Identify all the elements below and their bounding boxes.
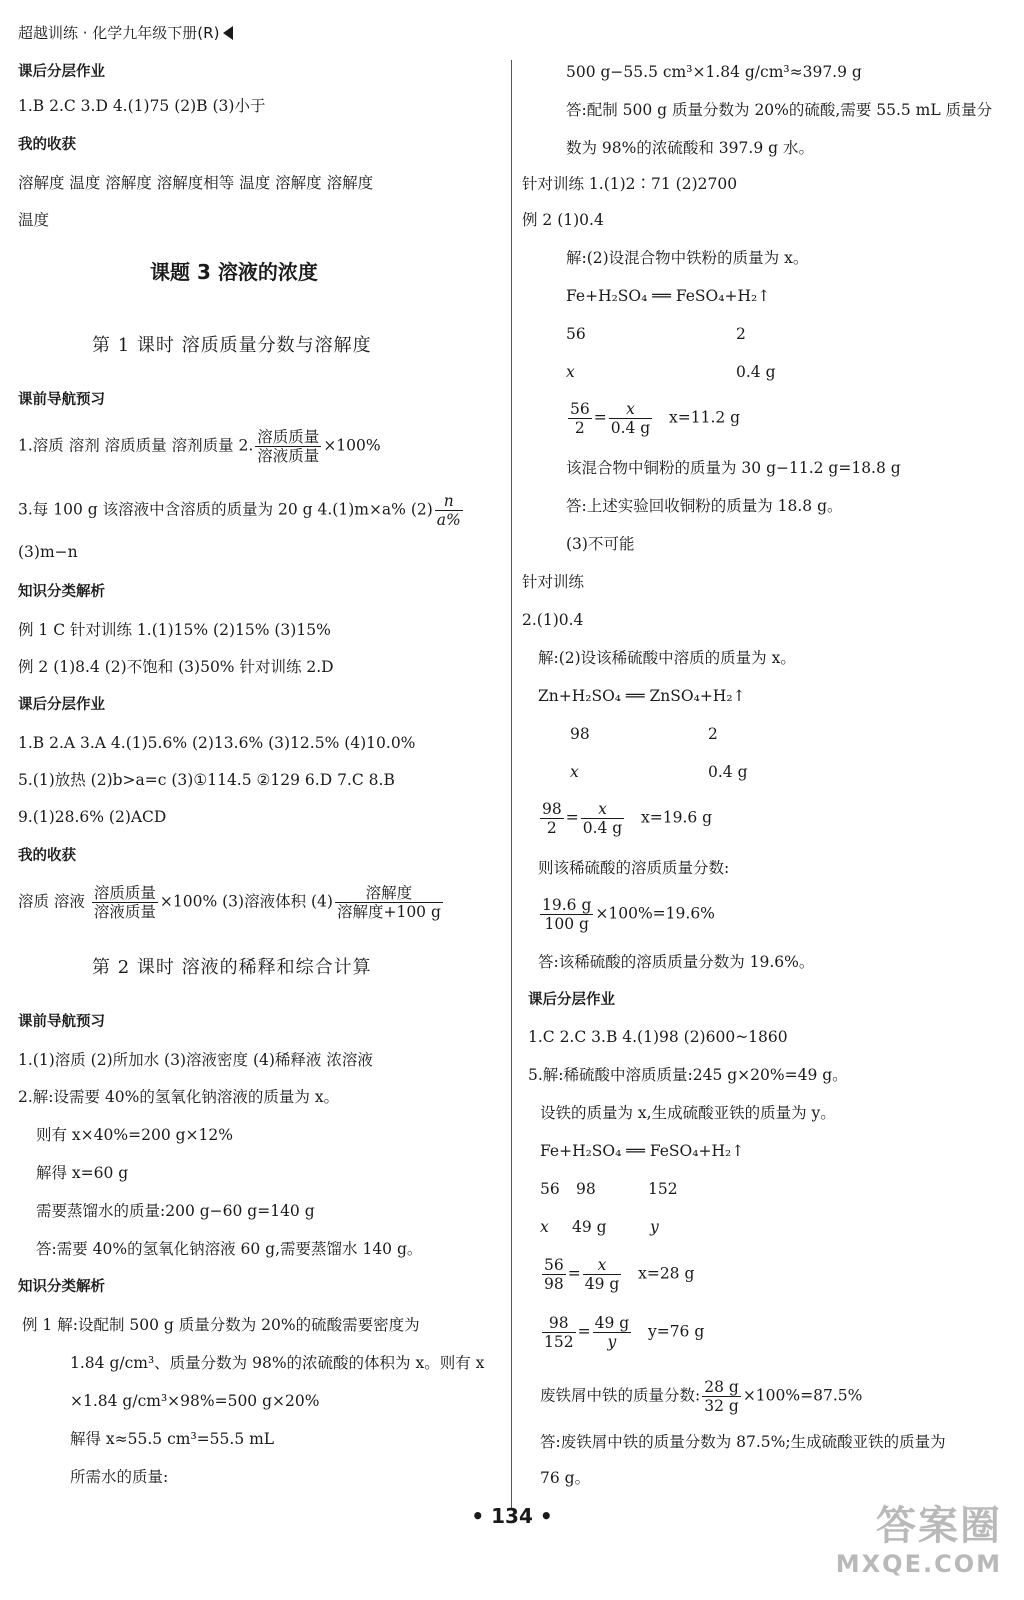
answer-line: 1.B 2.C 3.D 4.(1)75 (2)B (3)小于 <box>18 97 266 115</box>
section-heading: 课前导航预习 <box>18 1014 105 1030</box>
running-header: 超越训练 · 化学九年级下册(R) <box>18 22 233 43</box>
lesson-title: 第 1 课时 溶质质量分数与溶解度 <box>92 335 372 356</box>
proportion-line: $\frac{56}{98}$ = $\frac{x}{49 g}$ x=28 g <box>544 1256 695 1293</box>
proportion-line: $\frac{56}{2}$ = $\frac{x}{0.4 g}$ x=11.2 g <box>570 400 741 437</box>
chemical-equation: Fe+H₂SO₄ ══ FeSO₄+H₂↑ <box>566 287 771 305</box>
variable: y <box>650 1218 659 1236</box>
answer-line: 1.B 2.A 3.A 4.(1)5.6% (2)13.6% (3)12.5% (4)10.0% <box>18 734 416 752</box>
answer-line: 则有 x×40%=200 g×12% <box>36 1126 233 1144</box>
fraction: $\frac{x}{0.4 g}$ <box>582 800 623 837</box>
answer-line: 3.每 100 g 该溶液中含溶质的质量为 20 g 4.(1)m×a% (2) $\frac{n}{a\%}$ <box>18 492 461 529</box>
proportion-line: $\frac{98}{2}$ = $\frac{x}{0.4 g}$ x=19.6 g <box>542 800 713 837</box>
coefficient: 98 <box>570 725 590 743</box>
answer-line: 溶质 溶液 $\frac{\text{溶质质量}}{\text{溶液质量}}$ ×100% (3)溶液体积 (4) $\frac{\text{溶解度}}{\text{溶解度+100 g}}$ <box>18 884 441 921</box>
section-heading: 知识分类解析 <box>18 584 105 600</box>
section-heading: 我的收获 <box>18 848 76 864</box>
fraction: $\frac{56}{98}$ <box>544 1256 564 1293</box>
variable: x <box>570 763 579 781</box>
section-heading: 知识分类解析 <box>18 1279 105 1295</box>
answer-line: 答:配制 500 g 质量分数为 20%的硫酸,需要 55.5 mL 质量分 <box>566 101 993 119</box>
answer-line: 解:(2)设该稀硫酸中溶质的质量为 x。 <box>538 649 796 667</box>
answer-line: 废铁屑中铁的质量分数: $\frac{28 g}{32 g}$ ×100%=87.5% <box>540 1378 863 1415</box>
fraction: $\frac{x}{49 g}$ <box>584 1256 620 1293</box>
variable: x <box>566 363 575 381</box>
answer-line: 解:(2)设混合物中铁粉的质量为 x。 <box>566 249 809 267</box>
triangle-marker-icon <box>223 26 233 40</box>
fraction: $\frac{98}{2}$ <box>542 800 562 837</box>
answer-line: 数为 98%的浓硫酸和 397.9 g 水。 <box>566 139 814 157</box>
column-divider <box>511 60 512 1510</box>
chemical-equation: Fe+H₂SO₄ ══ FeSO₄+H₂↑ <box>540 1142 745 1160</box>
answer-line: 76 g。 <box>540 1469 591 1487</box>
answer-line: 温度 <box>18 211 50 229</box>
answer-line: 5.解:稀硫酸中溶质质量:245 g×20%=49 g。 <box>528 1066 848 1084</box>
fraction: $\frac{\text{溶质质量}}{\text{溶液质量}}$ <box>93 884 156 921</box>
answer-line: 所需水的质量: <box>70 1468 169 1486</box>
fraction: $\frac{19.6 g}{100 g}$ <box>542 896 592 933</box>
answer-line: 针对训练 <box>522 573 585 591</box>
answer-line: ×1.84 g/cm³×98%=500 g×20% <box>70 1392 320 1410</box>
answer-line: 1.C 2.C 3.B 4.(1)98 (2)600~1860 <box>528 1028 788 1046</box>
answer-line: 解得 x=60 g <box>36 1164 129 1182</box>
answer-line: 答:上述实验回收铜粉的质量为 18.8 g。 <box>566 497 843 515</box>
answer-line: 1.(1)溶质 (2)所加水 (3)溶液密度 (4)稀释液 浓溶液 <box>18 1051 373 1069</box>
coefficient: 56 <box>540 1180 560 1198</box>
lesson-title: 第 2 课时 溶液的稀释和综合计算 <box>92 957 372 978</box>
answer-line: 针对训练 1.(1)2∶71 (2)2700 <box>522 175 738 193</box>
answer-line: 9.(1)28.6% (2)ACD <box>18 808 167 826</box>
answer-line: 设铁的质量为 x,生成硫酸亚铁的质量为 y。 <box>540 1104 836 1122</box>
coefficient: 0.4 g <box>708 763 748 781</box>
answer-line: 例 1 解:设配制 500 g 质量分数为 20%的硫酸需要密度为 <box>22 1316 420 1334</box>
answer-line: 需要蒸馏水的质量:200 g−60 g=140 g <box>36 1202 315 1220</box>
answer-line: 则该稀硫酸的溶质质量分数: <box>538 859 730 877</box>
answer-line: 2.解:设需要 40%的氢氧化钠溶液的质量为 x。 <box>18 1088 340 1106</box>
topic-title: 课题 3 溶液的浓度 <box>150 260 318 284</box>
fraction: $\frac{\text{溶解度}}{\text{溶解度+100 g}}$ <box>336 884 441 921</box>
answer-line: 答:需要 40%的氢氧化钠溶液 60 g,需要蒸馏水 140 g。 <box>36 1240 423 1258</box>
answer-line: 1.84 g/cm³、质量分数为 98%的浓硫酸的体积为 x。则有 x <box>70 1354 485 1372</box>
answer-line: $\frac{19.6 g}{100 g}$ ×100%=19.6% <box>542 896 715 933</box>
fraction: $\frac{28 g}{32 g}$ <box>704 1378 739 1415</box>
fraction: $\frac{56}{2}$ <box>570 400 590 437</box>
section-heading: 课后分层作业 <box>18 697 105 713</box>
answer-line: 该混合物中铜粉的质量为 30 g−11.2 g=18.8 g <box>566 459 901 477</box>
proportion-line: $\frac{98}{152}$ = $\frac{49 g}{y}$ y=76 g <box>544 1314 705 1351</box>
coefficient: 2 <box>736 325 746 343</box>
section-heading: 课前导航预习 <box>18 392 105 408</box>
fraction: $\frac{n}{a\%}$ <box>436 492 461 529</box>
fraction: $\frac{49 g}{y}$ <box>594 1314 630 1351</box>
coefficient: 49 g <box>572 1218 607 1236</box>
answer-line: 解得 x≈55.5 cm³=55.5 mL <box>70 1430 275 1448</box>
answer-line: 例 2 (1)0.4 <box>522 211 604 229</box>
coefficient: 0.4 g <box>736 363 776 381</box>
answer-line: 500 g−55.5 cm³×1.84 g/cm³≈397.9 g <box>566 63 862 81</box>
answer-line: 溶解度 温度 溶解度 溶解度相等 温度 溶解度 溶解度 <box>18 174 374 192</box>
fraction: $\frac{98}{152}$ <box>544 1314 574 1351</box>
chemical-equation: Zn+H₂SO₄ ══ ZnSO₄+H₂↑ <box>538 687 746 705</box>
answer-line: 例 2 (1)8.4 (2)不饱和 (3)50% 针对训练 2.D <box>18 658 334 676</box>
coefficient: 152 <box>648 1180 678 1198</box>
section-heading: 课后分层作业 <box>18 64 105 80</box>
answer-line: 答:废铁屑中铁的质量分数为 87.5%;生成硫酸亚铁的质量为 <box>540 1433 946 1451</box>
watermark-logo: 答案圈 MXQE.COM <box>835 1503 1002 1578</box>
section-heading: 课后分层作业 <box>528 992 615 1008</box>
page-number: • 134 • <box>471 1504 553 1528</box>
fraction: $\frac{\text{溶质质量}}{\text{溶液质量}}$ <box>257 428 320 465</box>
coefficient: 98 <box>576 1180 596 1198</box>
section-heading: 我的收获 <box>18 137 76 153</box>
answer-line: 5.(1)放热 (2)b>a=c (3)①114.5 ②129 6.D 7.C 8.B <box>18 771 395 789</box>
answer-line: (3)不可能 <box>566 535 635 553</box>
coefficient: 56 <box>566 325 586 343</box>
fraction: $\frac{x}{0.4 g}$ <box>610 400 651 437</box>
answer-line: 1.溶质 溶剂 溶质质量 溶剂质量 2. $\frac{\text{溶质质量}}{\text{溶液质量}}$ ×100% <box>18 428 381 465</box>
answer-line: (3)m−n <box>18 543 78 561</box>
answer-line: 2.(1)0.4 <box>522 611 584 629</box>
coefficient: 2 <box>708 725 718 743</box>
answer-line: 例 1 C 针对训练 1.(1)15% (2)15% (3)15% <box>18 621 331 639</box>
variable: x <box>540 1218 549 1236</box>
answer-line: 答:该稀硫酸的溶质质量分数为 19.6%。 <box>538 953 815 971</box>
